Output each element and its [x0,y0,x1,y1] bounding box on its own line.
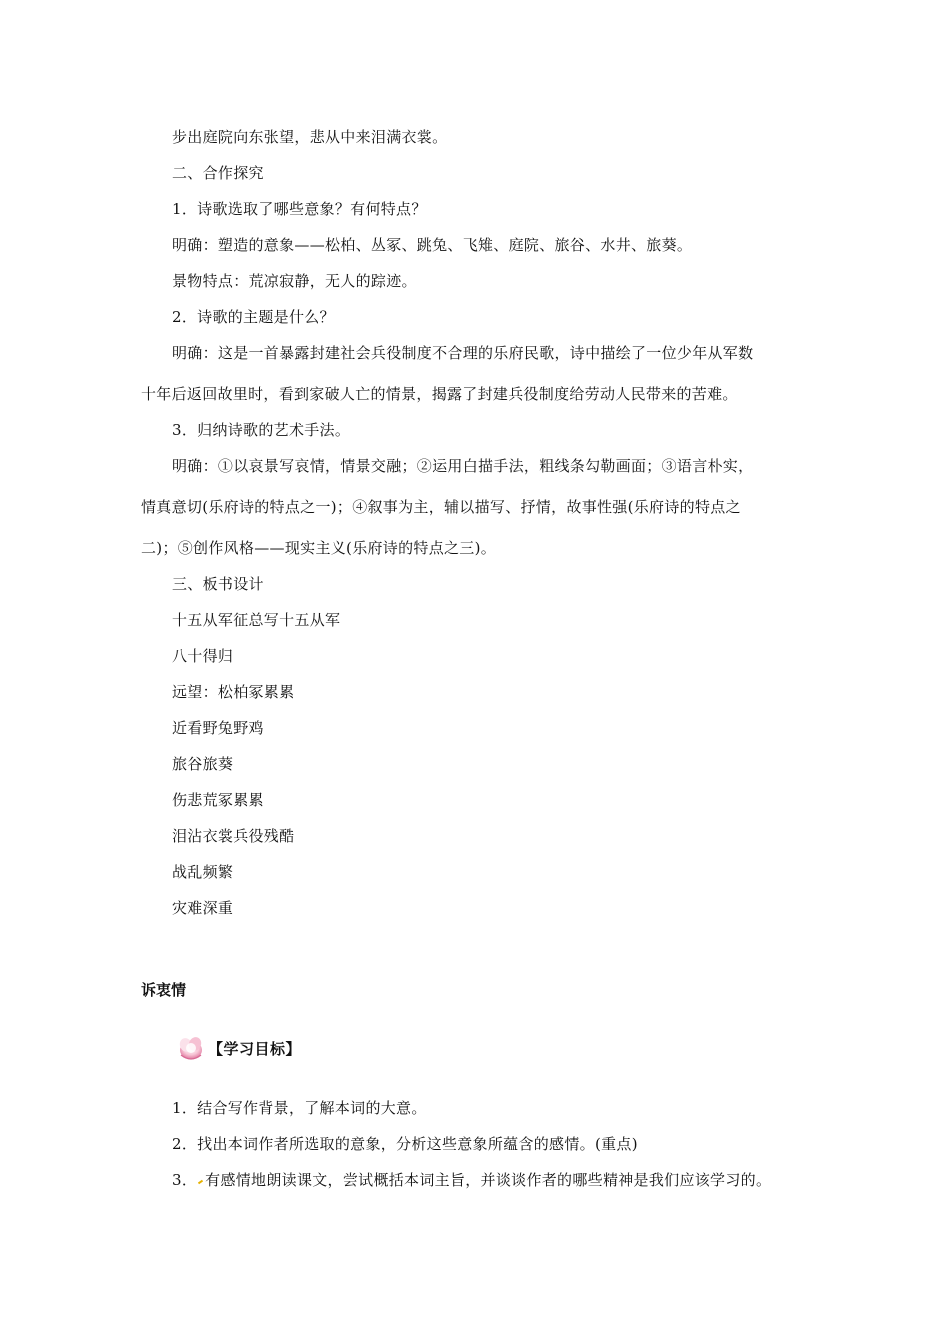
section-heading: 三、板书设计 [172,575,264,593]
answer-3-line-2: 情真意切(乐府诗的特点之一)；④叙事为主，辅以描写、抒情，故事性强(乐府诗的特点之 [141,498,741,516]
objective-label: 【学习目标】 [208,1039,302,1058]
board-line: 泪沾衣裳兵役残酷 [172,827,295,845]
board-line: 近看野兔野鸡 [172,719,264,737]
highlight-mark-icon [197,1175,205,1185]
goal-text: 有感情地朗读课文，尝试概括本词主旨，并谈谈作者的哪些精神是我们应该学习的。 [205,1171,772,1189]
poem-title: 诉衷情 [141,981,187,999]
answer-1-line-2: 景物特点：荒凉寂静，无人的踪迹。 [172,272,417,290]
board-line: 八十得归 [172,647,234,665]
question-1: 1．诗歌选取了哪些意象？有何特点？ [172,200,427,218]
answer-2-line-2: 十年后返回故里时，看到家破人亡的情景，揭露了封建兵役制度给劳动人民带来的苦难。 [141,385,738,403]
goal-item: 2．找出本词作者所选取的意象，分析这些意象所蕴含的感情。(重点) [172,1135,638,1153]
board-line: 旅谷旅葵 [172,755,234,773]
goal-number: 3． [172,1171,198,1189]
board-line: 远望：松柏冢累累 [172,683,295,701]
question-2: 2．诗歌的主题是什么？ [172,308,335,326]
section-heading: 二、合作探究 [172,164,264,182]
goal-item [172,1170,771,1190]
answer-2-line-1: 明确：这是一首暴露封建社会兵役制度不合理的乐府民歌，诗中描绘了一位少年从军数 [172,344,754,362]
objective-header [176,1030,301,1066]
answer-1-line-1: 明确：塑造的意象——松柏、丛冢、跳兔、飞雉、庭院、旅谷、水井、旅葵。 [172,236,693,254]
lotus-flower-icon [176,1033,206,1063]
answer-3-line-1: 明确：①以哀景写哀情，情景交融；②运用白描手法，粗线条勾勒画面；③语言朴实， [172,457,754,475]
board-line: 十五从军征总写十五从军 [172,611,341,629]
board-line: 战乱频繁 [172,863,234,881]
board-line: 伤悲荒冢累累 [172,791,264,809]
goal-item: 1．结合写作背景，了解本词的大意。 [172,1099,427,1117]
question-3: 3．归纳诗歌的艺术手法。 [172,421,351,439]
paragraph-line: 步出庭院向东张望，悲从中来泪满衣裳。 [172,128,448,146]
board-line: 灾难深重 [172,899,234,917]
answer-3-line-3: 二)；⑤创作风格——现实主义(乐府诗的特点之三)。 [141,539,497,557]
